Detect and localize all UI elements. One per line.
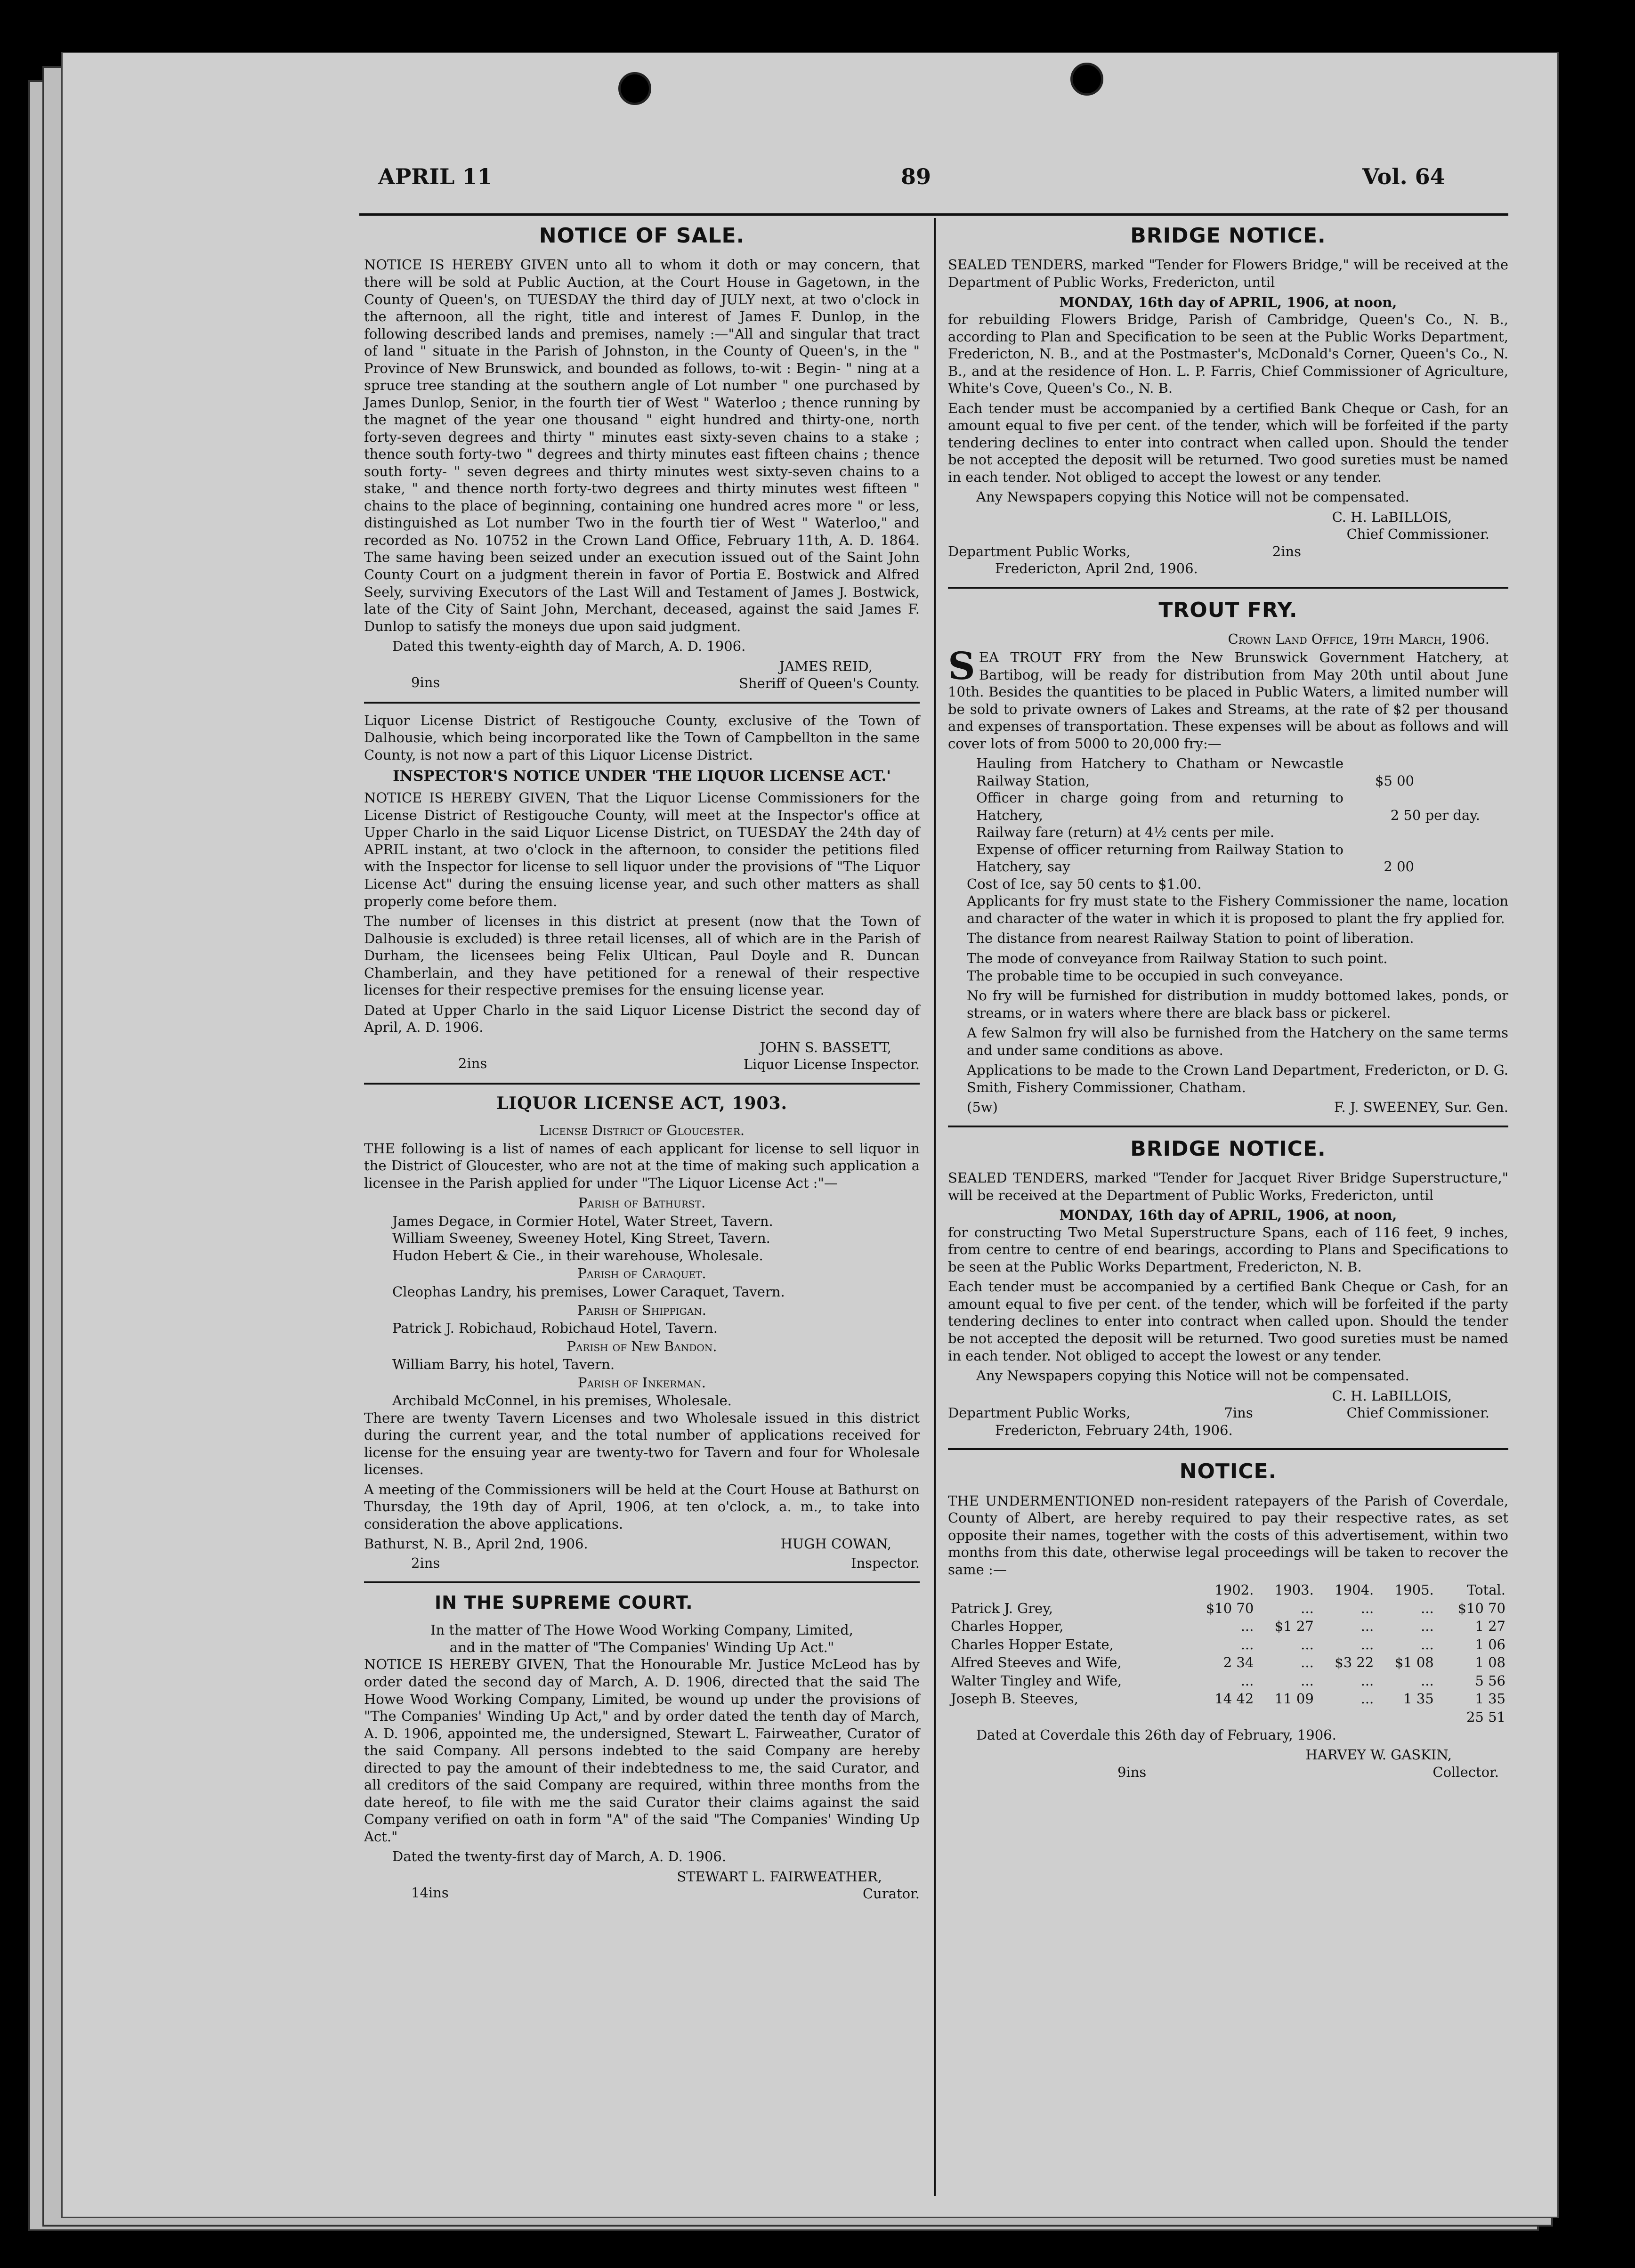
expense-item: Railway fare (return) at 4½ cents per mile. <box>976 824 1275 841</box>
bridge-notice-body3: Any Newspapers copying this Notice will not be compensated. <box>976 489 1409 505</box>
trout-fry-body4: The probable time to be occupied in such conveyance. <box>967 967 1344 984</box>
table-cell <box>1376 1708 1436 1726</box>
signer-title: Liquor License Inspector. <box>743 1056 920 1073</box>
table-cell: ... <box>1301 1654 1314 1671</box>
divider <box>364 1083 920 1085</box>
coverdale-notice <box>948 1458 1508 1781</box>
supreme-court-dated: Dated the twenty-first day of March, A. D. 1906. <box>392 1848 727 1865</box>
bridge-notice-title: BRIDGE NOTICE. <box>1130 224 1326 248</box>
coverdale-body: THE UNDERMENTIONED non-resident ratepayers of the Parish of Coverdale, County of Albert, are hereby required to pay their respective rates, as set opposite their names, together with the costs of this advertisement, within two months from this date, otherwise legal proceedings will be taken to recover the same :— <box>948 1492 1508 1578</box>
table-cell: ... <box>1360 1600 1374 1616</box>
table-cell: Walter Tingley and Wife, <box>951 1672 1122 1689</box>
column-header: 1902. <box>1214 1582 1254 1598</box>
liquor-act-body2: A meeting of the Commissioners will be held at the Court House at Bathurst on Thursday, the 19th day of April, 1906, at ten o'clock, a. m., to take into consideration the above applications. <box>364 1481 920 1532</box>
header-rule <box>359 213 1508 216</box>
table-cell: ... <box>1301 1672 1314 1689</box>
drop-cap: S <box>948 643 975 688</box>
parish-name: Parish of Caraquet. <box>577 1265 706 1282</box>
punch-hole <box>618 72 651 105</box>
supreme-court-title: IN THE SUPREME COURT. <box>435 1592 693 1613</box>
trout-fry-notice <box>948 597 1508 1116</box>
liquor-act-1903 <box>364 1093 920 1572</box>
restigouche-intro: Liquor License District of Restigouche County, exclusive of the Town of Dalhousie, which being incorporated like the Town of Campbellton in the same County, is not now a part of this Liquor License District. <box>364 712 920 763</box>
header-volume: Vol. 64 <box>1362 164 1445 189</box>
table-cell: ... <box>1360 1636 1374 1652</box>
trout-fry-intro-text: EA TROUT FRY from the New Brunswick Government Hatchery, at Bartibog, will be ready for distribution from May 20th until about June 10th. Besides the quantities to be placed in Public Waters, a limited number will be sold to private owners of Lakes and Streams, at the rate of $2 per thousand and expenses of transportation. These expenses will be about as follows and will cover lots of from 5000 to 20,000 fry:— <box>948 649 1508 752</box>
signer-name: JOHN S. BASSETT, <box>760 1039 891 1055</box>
table-row <box>948 1617 1508 1636</box>
column-header: 1905. <box>1394 1582 1434 1598</box>
trout-fry-intro <box>948 643 1508 752</box>
table-cell: ... <box>1421 1672 1434 1689</box>
applicant-entry: James Degace, in Cormier Hotel, Water Street, Tavern. <box>392 1213 773 1229</box>
applicant-entry: William Barry, his hotel, Tavern. <box>392 1356 615 1373</box>
table-cell <box>1256 1708 1316 1726</box>
parish-name: Parish of Shippigan. <box>577 1302 706 1318</box>
signer-name: F. J. SWEENEY, Sur. Gen. <box>1334 1099 1508 1116</box>
expense-amount: $5 00 <box>1375 772 1414 789</box>
restigouche-body1: NOTICE IS HEREBY GIVEN, That the Liquor License Commissioners for the License District of Restigouche County, will meet at the Inspector's office at Upper Charlo in the said Liquor License District, on TUESDAY the 24th day of APRIL instant, at two o'clock in the afternoon, to consider the petitions filed with the Inspector for license to sell liquor under the provisions of "The Liquor License Act" during the ensuing license year, and such other matters as shall properly come before them. <box>364 790 920 909</box>
table-cell: Joseph B. Steeves, <box>951 1691 1078 1707</box>
table-cell: 1 27 <box>1475 1618 1505 1635</box>
newspaper-page <box>61 52 1559 2218</box>
expense-row <box>948 755 1508 789</box>
table-cell: 25 51 <box>1466 1709 1505 1725</box>
insertions: 2ins <box>458 1055 487 1071</box>
supreme-court-signature <box>364 1868 920 1903</box>
signer-name: JAMES REID, <box>779 658 873 674</box>
bridge-notice-date: MONDAY, 16th day of APRIL, 1906, at noon, <box>1059 1207 1397 1223</box>
restigouche-liquor-notice <box>364 712 920 1073</box>
bridge-notice-body1: for rebuilding Flowers Bridge, Parish of Cambridge, Queen's Co., N. B., according to Plan and Specification to be seen at the Public Works Department, Fredericton, N. B., and at the Postmaster's, McDonald's Corner, Queen's Co., N. B., and at the residence of Hon. L. P. Farris, Chief Commissioner of Agriculture, White's Cove, Queen's Co., N. B. <box>948 311 1508 397</box>
table-cell: 1 08 <box>1475 1654 1505 1671</box>
table-cell: ... <box>1421 1636 1434 1652</box>
supreme-court-body: NOTICE IS HEREBY GIVEN, That the Honourable Mr. Justice McLeod has by order dated the second day of March, A. D. 1906, directed that the said The Howe Wood Working Company, Limited, be wound up under the provisions of "The Companies' Winding Up Act," and by order dated the tenth day of March, A. D. 1906, appointed me, the undersigned, Stewart L. Fairweather, Curator of the said Company. All persons indebted to the said Company are hereby directed to pay the amount of their indebtedness to me, the said Curator, and all creditors of the said Company are required, within three months from the date hereof, to file with me the said Curator their claims against the said Company verified on oath in form "A" of the said "The Companies' Winding Up Act." <box>364 1656 920 1845</box>
expense-item: Officer in charge going from and returning to Hatchery, <box>976 790 1344 823</box>
bridge-notice-dept: Department Public Works, <box>948 543 1131 559</box>
trout-fry-body6: A few Salmon fry will also be furnished from the Hatchery on the same terms and under same conditions as above. <box>967 1025 1508 1058</box>
table-cell: 14 42 <box>1214 1691 1254 1707</box>
liquor-act-title: LIQUOR LICENSE ACT, 1903. <box>496 1093 788 1113</box>
bridge-notice-flowers <box>948 223 1508 577</box>
right-column <box>948 223 1508 1781</box>
table-cell <box>948 1708 1185 1726</box>
divider <box>948 587 1508 589</box>
liquor-act-dated: Bathurst, N. B., April 2nd, 1906. <box>364 1536 588 1552</box>
table-cell: 1 06 <box>1475 1636 1505 1652</box>
trout-fry-body2: The distance from nearest Railway Station to point of liberation. <box>967 930 1414 947</box>
table-cell: $10 70 <box>1457 1600 1505 1616</box>
supreme-court-matter2: and in the matter of "The Companies' Winding Up Act." <box>449 1639 834 1655</box>
table-cell: 1 35 <box>1403 1691 1434 1707</box>
trout-fry-office-date: Crown Land Office, 19th March, 1906. <box>1228 631 1489 648</box>
signer-title: Curator. <box>862 1886 920 1902</box>
table-header <box>948 1581 1508 1599</box>
table-cell: 1 35 <box>1475 1691 1505 1707</box>
signer-title: Chief Commissioner. <box>1346 1405 1489 1421</box>
expense-item: Cost of Ice, say 50 cents to $1.00. <box>967 875 1202 892</box>
liquor-act-signature <box>364 1535 920 1553</box>
table-row <box>948 1672 1508 1690</box>
left-column <box>364 223 920 1903</box>
table-cell: ... <box>1240 1672 1254 1689</box>
table-cell: ... <box>1240 1636 1254 1652</box>
trout-fry-title: TROUT FRY. <box>1158 598 1298 622</box>
trout-fry-body7: Applications to be made to the Crown Land Department, Fredericton, or D. G. Smith, Fishery Commissioner, Chatham. <box>967 1062 1508 1095</box>
bridge-notice-dept-line <box>948 1404 1508 1422</box>
table-row <box>948 1653 1508 1672</box>
expense-row <box>948 875 1508 893</box>
parish-name: Parish of Inkerman. <box>578 1374 706 1391</box>
applicant-entry: Archibald McConnel, in his premises, Wholesale. <box>392 1393 732 1409</box>
insertions: (5w) <box>967 1099 998 1116</box>
applicant-entry: Cleophas Landry, his premises, Lower Caraquet, Tavern. <box>392 1284 785 1300</box>
signer-title: Inspector. <box>851 1555 920 1571</box>
supreme-court-notice <box>364 1592 920 1903</box>
table-cell: ... <box>1421 1618 1434 1635</box>
signer-name: HUGH COWAN, <box>780 1536 891 1552</box>
bridge-notice-place-date: Fredericton, April 2nd, 1906. <box>995 560 1198 577</box>
table-cell: 11 09 <box>1274 1691 1314 1707</box>
liquor-act-intro: THE following is a list of names of each applicant for license to sell liquor in the District of Gloucester, who are not at the time of making such application a licensee in the Parish applied for under "The Liquor License Act :"— <box>364 1140 920 1191</box>
coverdale-title: NOTICE. <box>1179 1459 1277 1484</box>
punch-hole <box>1070 63 1103 96</box>
expense-amount: 2 00 <box>1384 859 1414 875</box>
trout-fry-signature <box>948 1099 1508 1116</box>
ratepayers-table <box>948 1581 1508 1726</box>
notice-of-sale <box>364 223 920 692</box>
bridge-notice-dept: Department Public Works, <box>948 1405 1131 1421</box>
trout-fry-body3: The mode of conveyance from Railway Station to such point. <box>967 950 1388 966</box>
expense-row <box>948 841 1508 875</box>
restigouche-signature <box>364 1039 920 1073</box>
applicant-entry: Patrick J. Robichaud, Robichaud Hotel, Tavern. <box>392 1320 718 1336</box>
bridge-notice-body2: Each tender must be accompanied by a certified Bank Cheque or Cash, for an amount equal to five per cent. of the tender, which will be forfeited if the party tendering declines to enter into contract when called upon. Should the tender be not accepted the deposit will be returned. Two good sureties must be named in each tender. Not obliged to accept the lowest or any tender. <box>948 1279 1508 1364</box>
trout-fry-body5: No fry will be furnished for distribution in muddy bottomed lakes, ponds, or streams, or in waters where there are black bass or pickerel. <box>967 988 1508 1021</box>
bridge-notice-intro: SEALED TENDERS, marked "Tender for Flowers Bridge," will be received at the Department of Public Works, Fredericton, until <box>948 257 1508 290</box>
signer-name: HARVEY W. GASKIN, <box>1305 1747 1452 1763</box>
liquor-act-body1: There are twenty Tavern Licenses and two Wholesale issued in this district during the current year, and the total number of applications received for license for the ensuing year are twenty-two for Tavern and four for Wholesale licenses. <box>364 1409 920 1478</box>
liquor-act-district: License District of Gloucester. <box>539 1122 745 1139</box>
bridge-notice-body3: Any Newspapers copying this Notice will not be compensated. <box>976 1368 1409 1384</box>
insertions: 2ins <box>411 1555 440 1571</box>
table-cell: 2 34 <box>1223 1654 1254 1671</box>
table-row <box>948 1599 1508 1618</box>
supreme-court-matter1: In the matter of The Howe Wood Working Company, Limited, <box>430 1622 853 1638</box>
notice-of-sale-dated: Dated this twenty-eighth day of March, A. D. 1906. <box>392 638 746 655</box>
column-divider <box>934 218 936 2196</box>
table-cell: ... <box>1301 1600 1314 1616</box>
signer-name: STEWART L. FAIRWEATHER, <box>677 1868 882 1885</box>
notice-of-sale-signature <box>364 658 920 692</box>
bridge-notice-dept-line <box>948 543 1508 560</box>
liquor-act-signature-line2 <box>364 1555 920 1572</box>
parish-name: Parish of New Bandon. <box>567 1338 717 1354</box>
divider <box>948 1448 1508 1450</box>
coverdale-signature <box>948 1764 1508 1781</box>
header-date: APRIL 11 <box>378 164 493 189</box>
signer-title: Sheriff of Queen's County. <box>738 675 920 692</box>
bridge-notice-jacquet <box>948 1136 1508 1439</box>
table-cell: $1 08 <box>1394 1654 1434 1671</box>
expense-item: Expense of officer returning from Railway Station to Hatchery, say <box>976 841 1344 875</box>
notice-of-sale-title: NOTICE OF SALE. <box>539 224 745 248</box>
column-header <box>948 1581 1185 1599</box>
table-cell: ... <box>1360 1691 1374 1707</box>
signer-name: C. H. LaBILLOIS, <box>1332 509 1452 525</box>
signer-name: C. H. LaBILLOIS, <box>1332 1387 1452 1404</box>
notice-of-sale-body: NOTICE IS HEREBY GIVEN unto all to whom it doth or may concern, that there will be sold at Public Auction, at the Court House in Gagetown, in the County of Queen's, on TUESDAY the third day of JULY next, at two o'clock in the afternoon, all the right, title and interest of James F. Dunlop, in the following described lands and premises, namely :—"All and singular that tract of land " situate in the Parish of Johnston, in the County of Queen's, in the " Province of New Brunswick, and bounded as follows, to-wit : Begin- " ning at a spruce tree standing at the southern angle of Lot number " one purchased by James Dunlop, Senior, in the fourth tier of West " Waterloo ; thence running by the magnet of the year one thousand " eight hundred and thirty-one, north forty-seven degrees and thirty " minutes east sixty-seven chains to a stake ; thence south forty-two " degrees and thirty minutes east fifteen chains ; thence south forty- " seven degrees and thirty minutes west sixty-seven chains to a stake, " and thence north forty-two degrees and thirty minutes west fifteen " chains to the place of beginning, containing one hundred acres more " or less, distinguished as Lot number Two in the fourth tier of West " Waterloo," and recorded as No. 10752 in the Crown Land Office, February 11th, A. D. 1864. The same having been seized under an execution issued out of the Saint John County Court on a judgment therein in favor of Portia E. Bostwick and Alfred Seely, surviving Executors of the Last Will and Testament of James J. Bostwick, late of the City of Saint John, Merchant, deceased, against the said James F. Dunlop to satisfy the moneys due upon said judgment. <box>364 257 920 634</box>
table-cell <box>1185 1708 1256 1726</box>
table-cell: ... <box>1240 1618 1254 1635</box>
insertions: 14ins <box>411 1884 449 1901</box>
trout-fry-body1: Applicants for fry must state to the Fishery Commissioner the name, location and character of the water in which it is proposed to plant the fry applied for. <box>967 893 1508 926</box>
table-cell: Charles Hopper Estate, <box>951 1636 1114 1652</box>
divider <box>364 702 920 704</box>
table-cell: ... <box>1421 1600 1434 1616</box>
insertions: 9ins <box>1117 1764 1147 1780</box>
table-cell: $3 22 <box>1335 1654 1374 1671</box>
table-cell: $1 27 <box>1274 1618 1314 1635</box>
insertions: 9ins <box>411 674 440 690</box>
restigouche-title: INSPECTOR'S NOTICE UNDER 'THE LIQUOR LICENSE ACT.' <box>393 768 891 785</box>
table-cell: Alfred Steeves and Wife, <box>951 1654 1122 1671</box>
column-header: 1903. <box>1274 1582 1314 1598</box>
table-cell: ... <box>1360 1672 1374 1689</box>
bridge-notice-body1: for constructing Two Metal Superstructure Spans, each of 116 feet, 9 inches, from centre to centre of end bearings, according to Plans and Specifications to be seen at the Public Works Department, Fredericton, N. B. <box>948 1224 1508 1275</box>
restigouche-dated: Dated at Upper Charlo in the said Liquor License District the second day of April, A. D. 1906. <box>364 1002 920 1036</box>
table-cell: Charles Hopper, <box>951 1618 1064 1635</box>
signer-title: Collector. <box>1433 1764 1499 1780</box>
expense-row <box>948 824 1508 841</box>
column-header: 1904. <box>1335 1582 1374 1598</box>
expense-row <box>948 789 1508 824</box>
expense-amount: 2 50 per day. <box>1390 807 1480 823</box>
applicant-entry: Hudon Hebert & Cie., in their warehouse, Wholesale. <box>392 1247 763 1264</box>
signer-title: Chief Commissioner. <box>1346 526 1489 543</box>
column-header: Total. <box>1467 1582 1505 1598</box>
table-row <box>948 1636 1508 1654</box>
divider <box>948 1126 1508 1127</box>
divider <box>364 1581 920 1583</box>
bridge-notice-intro: SEALED TENDERS, marked "Tender for Jacquet River Bridge Superstructure," will be received at the Department of Public Works, Fredericton, until <box>948 1170 1508 1203</box>
table-cell: ... <box>1360 1618 1374 1635</box>
table-cell: Patrick J. Grey, <box>951 1600 1053 1616</box>
bridge-notice-body2: Each tender must be accompanied by a certified Bank Cheque or Cash, for an amount equal to five per cent. of the tender, which will be forfeited if the party tendering declines to enter into contract when called upon. Should the tender be not accepted the deposit will be returned. Two good sureties must be named in each tender. Not obliged to accept the lowest or any tender. <box>948 400 1508 485</box>
bridge-notice-place-date: Fredericton, February 24th, 1906. <box>995 1422 1233 1438</box>
applicant-entry: William Sweeney, Sweeney Hotel, King Street, Tavern. <box>392 1230 770 1247</box>
insertions: 7ins <box>1224 1405 1253 1421</box>
restigouche-body2: The number of licenses in this district at present (now that the Town of Dalhousie is excluded) is three retail licenses, all of which are in the Parish of Durham, the licensees being Felix Ultican, Paul Doyle and R. Duncan Chamberlain, and they have petitioned for a renewal of their respective licenses for their respective premises for the ensuing license year. <box>364 913 920 998</box>
table-cell: 5 56 <box>1475 1672 1505 1689</box>
coverdale-dated: Dated at Coverdale this 26th day of February, 1906. <box>976 1726 1336 1743</box>
table-cell <box>1317 1708 1376 1726</box>
table-cell: $10 70 <box>1206 1600 1254 1616</box>
expense-item: Hauling from Hatchery to Chatham or Newcastle Railway Station, <box>976 755 1344 789</box>
table-row <box>948 1690 1508 1708</box>
insertions: 2ins <box>1272 543 1301 559</box>
parish-name: Parish of Bathurst. <box>578 1195 706 1211</box>
header-page-number: 89 <box>901 164 931 189</box>
bridge-notice-date: MONDAY, 16th day of APRIL, 1906, at noon, <box>1059 294 1397 310</box>
bridge-notice-title: BRIDGE NOTICE. <box>1130 1136 1326 1161</box>
table-cell: ... <box>1301 1636 1314 1652</box>
table-row-total <box>948 1708 1508 1726</box>
